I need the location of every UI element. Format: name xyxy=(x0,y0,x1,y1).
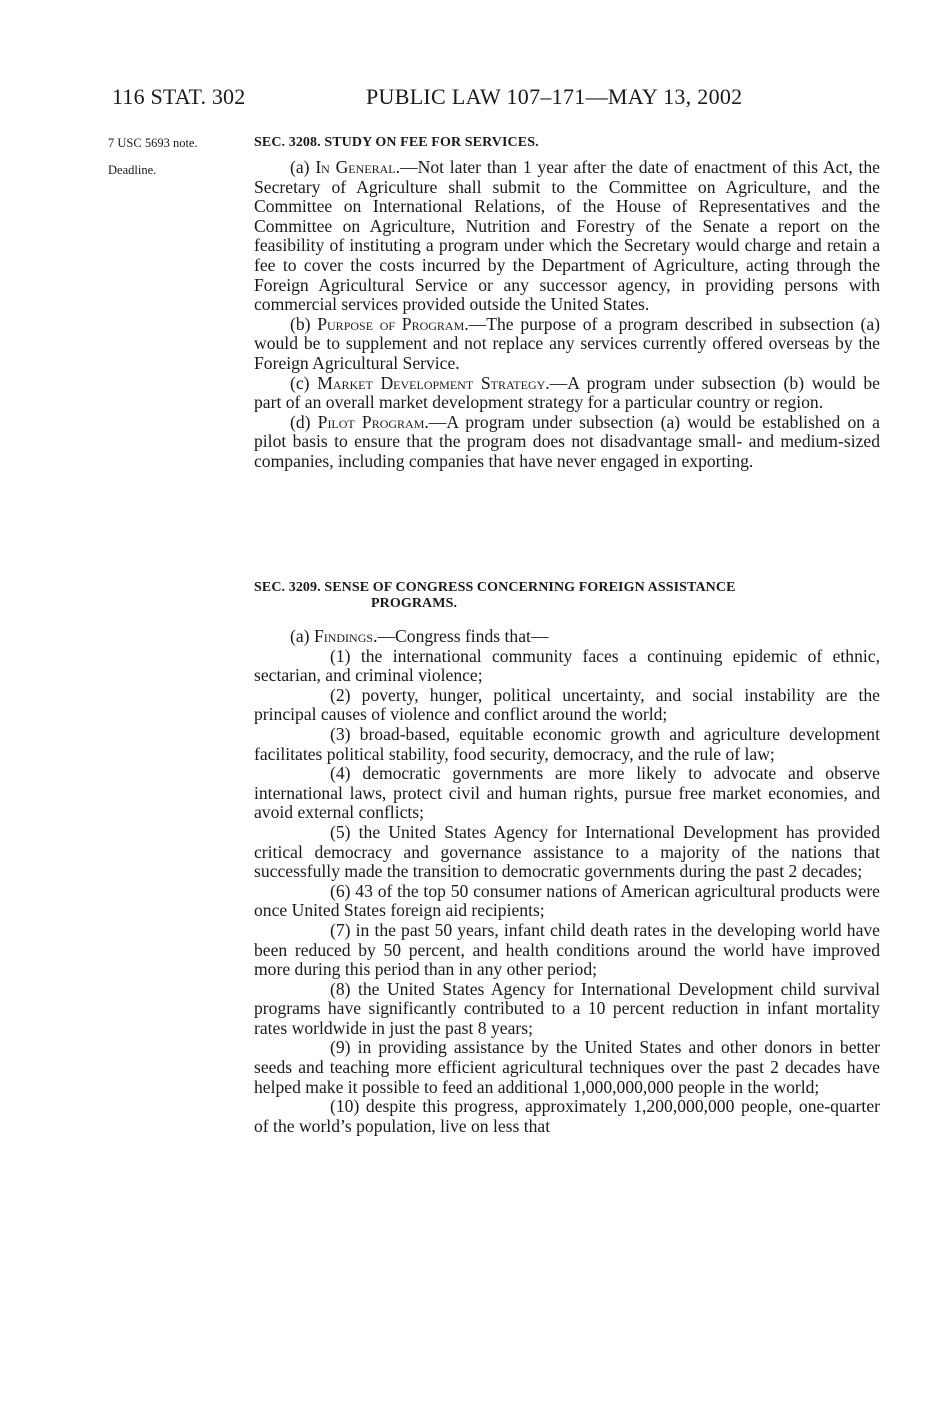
findings-label: (a) xyxy=(290,626,310,646)
findings-text: .—Congress finds that— xyxy=(373,626,549,646)
subsection-a xyxy=(254,158,880,315)
running-head-public-law: PUBLIC LAW 107–171—MAY 13, 2002 xyxy=(366,84,743,109)
finding-2: (2) poverty, hunger, political uncertainty, and social instability are the principal causes of violence and conflict around the world; xyxy=(254,684,880,725)
subsection-c-caption: Market Development Strategy xyxy=(317,372,546,393)
subsection-d-caption: Pilot Program xyxy=(317,411,425,432)
subsection-d xyxy=(254,413,880,472)
finding-10: (10) despite this progress, approximately 1,200,000,000 people, one-quarter of the world’s population, live on less that xyxy=(254,1096,880,1136)
finding-9: (9) in providing assistance by the United States and other donors in better seeds and teaching more efficient agricultural techniques over the past 2 decades have helped make it possible to feed an additional 1,000,000,000 people in the world; xyxy=(254,1037,880,1097)
section-3208-heading: SEC. 3208. STUDY ON FEE FOR SERVICES. xyxy=(254,135,539,150)
finding-5: (5) the United States Agency for International Development has provided critical democracy and governance assistance to a majority of the nations that successfully made the transition to democratic governments during the past 2 decades; xyxy=(254,821,880,882)
finding-7: (7) in the past 50 years, infant child death rates in the developing world have been reduced by 50 percent, and health conditions around the world have improved more during this period than in any other period; xyxy=(254,919,880,980)
subsection-a-label: (a) xyxy=(290,157,310,177)
subsection-a-text: .—Not later than 1 year after the date of enactment of this Act, the Secretary of Agriculture shall submit to the Committee on Agriculture, and the Committee on International Relations, of the House of Representatives and the Committee on Agriculture, Nutrition and Forestry of the Senate a report on the feasibility of instituting a program under which the Secretary would charge and retain a fee to cover the costs incurred by the Department of Agriculture, acting through the Foreign Agricultural Service or any successor agency, in providing persons with commercial services provided outside the United States. xyxy=(254,157,880,315)
section-3209-heading-line2: PROGRAMS. xyxy=(371,596,458,611)
section-3209-heading-line1: SEC. 3209. SENSE OF CONGRESS CONCERNING FOREIGN ASSISTANCE xyxy=(254,580,736,595)
subsection-d-label: (d) xyxy=(290,411,311,432)
section-3209-heading xyxy=(254,580,882,612)
margin-note-deadline: Deadline. xyxy=(108,163,157,177)
subsection-d-text: .—A program under subsection (a) would be established on a pilot basis to ensure that the program does not disadvantage small- and medium-sized companies, including companies that have never engaged in exporting. xyxy=(254,411,880,471)
section-3208-body xyxy=(254,158,880,472)
subsection-b-label: (b) xyxy=(290,313,311,334)
findings-intro xyxy=(254,627,880,647)
subsection-b-caption: Purpose of Program xyxy=(317,313,465,334)
finding-3: (3) broad-based, equitable economic growth and agriculture development facilitates political stability, food security, democracy, and the rule of law; xyxy=(254,723,880,764)
finding-1: (1) the international community faces a continuing epidemic of ethnic, sectarian, and criminal violence; xyxy=(254,645,880,686)
subsection-a-caption: In General xyxy=(315,157,396,177)
subsection-b xyxy=(254,315,880,374)
subsection-b-text: .—The purpose of a program described in subsection (a) would be to supplement and not replace any services currently offered overseas by the Foreign Agricultural Service. xyxy=(254,313,880,373)
running-head-stat-page: 116 STAT. 302 xyxy=(112,84,246,109)
finding-6: (6) 43 of the top 50 consumer nations of American agricultural products were once United States foreign aid recipients; xyxy=(254,880,880,921)
subsection-c-text: .—A program under subsection (b) would be part of an overall market development strategy for a particular country or region. xyxy=(254,372,880,413)
finding-4: (4) democratic governments are more likely to advocate and observe international laws, protect civil and human rights, pursue free market economies, and avoid external conflicts; xyxy=(254,763,880,823)
margin-note-usc: 7 USC 5693 note. xyxy=(108,136,198,150)
subsection-c-label: (c) xyxy=(290,372,310,393)
findings-caption: Findings xyxy=(313,626,374,646)
subsection-c xyxy=(254,374,880,413)
finding-8: (8) the United States Agency for International Development child survival programs have significantly contributed to a 10 percent reduction in infant mortality rates worldwide in just the past 8 years; xyxy=(254,978,880,1038)
section-3209-body xyxy=(254,627,880,1136)
